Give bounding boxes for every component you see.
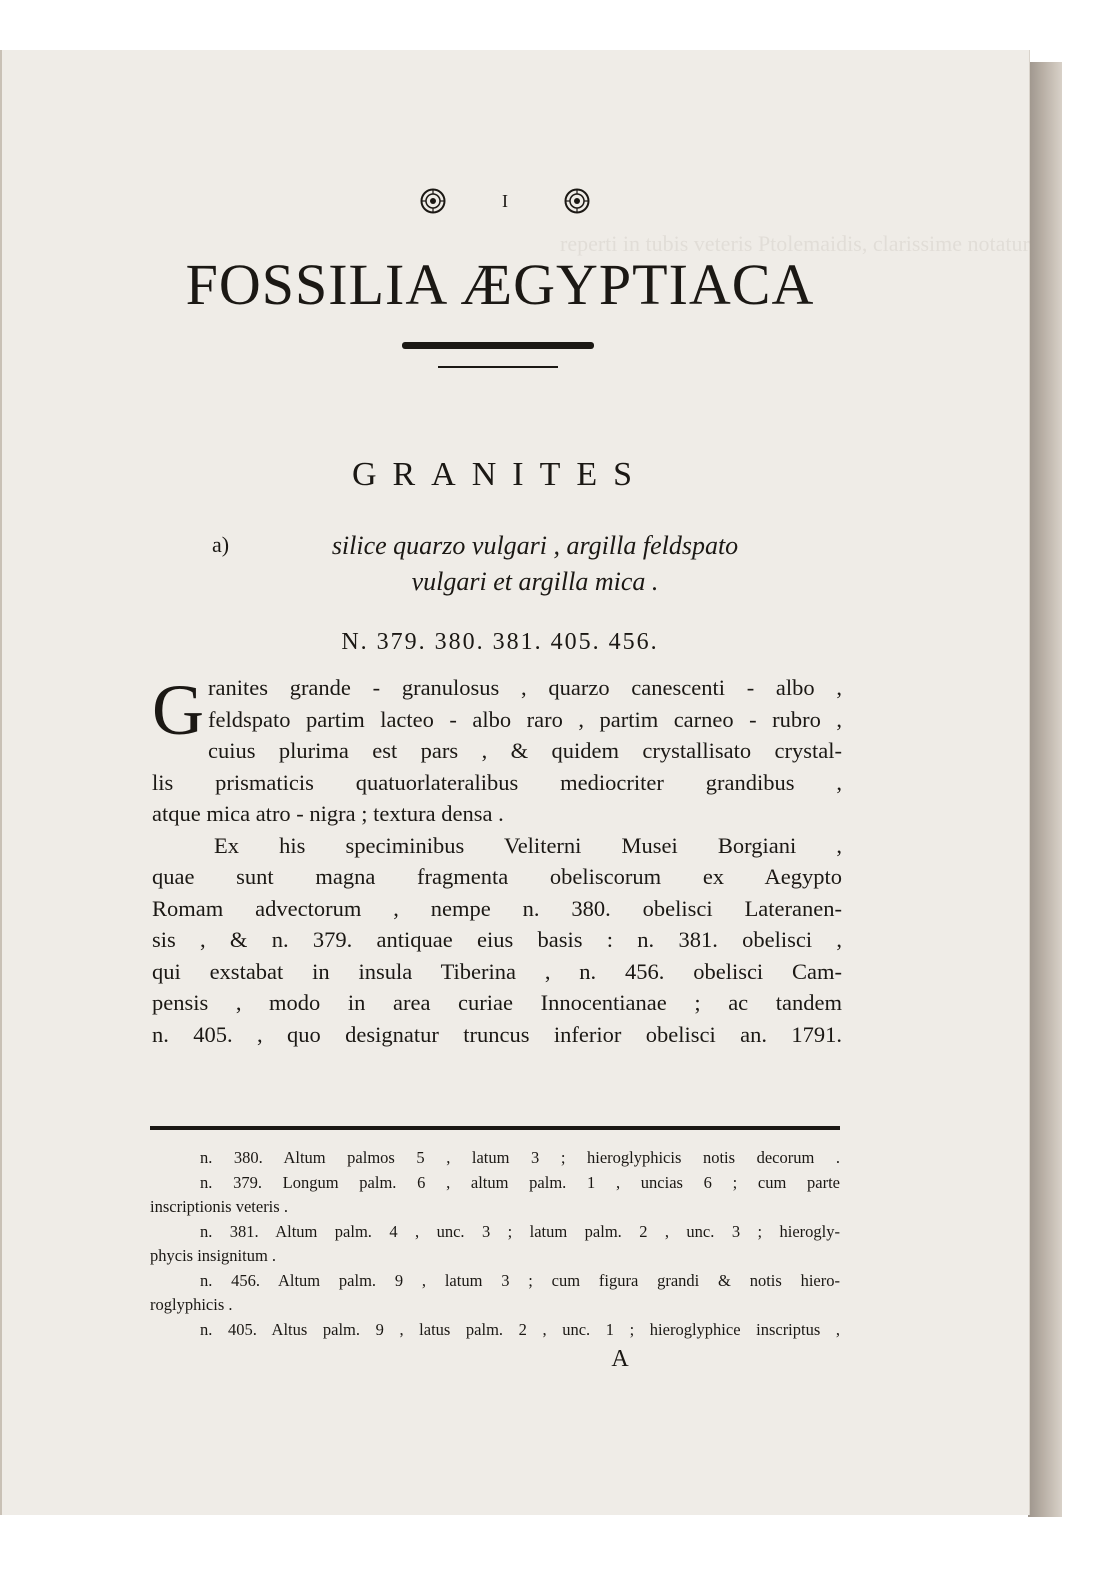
footnote-line: phycis insignitum . (150, 1246, 277, 1265)
text-line: quae sunt magna fragmenta obeliscorum ex Aegypto (152, 864, 842, 889)
page-title: FOSSILIA ÆGYPTIACA (185, 252, 815, 317)
item-label: a) (212, 532, 230, 557)
folio-ornament (420, 186, 590, 216)
item-description (250, 528, 820, 600)
title-rule-thick (402, 342, 594, 349)
text-line: atque mica atro - nigra ; textura densa . (152, 801, 504, 826)
text-line: pensis , modo in area curiae Innocentianae ; ac tandem (152, 990, 842, 1015)
item-line: vulgari et argilla mica . (411, 567, 659, 596)
footnote-line: inscriptionis veteris . (150, 1197, 288, 1216)
text-line: feldspato partim lacteo - albo raro , partim carneo - rubro , (208, 706, 842, 732)
text-line: ranites grande - granulosus , quarzo canescenti - albo , (208, 675, 842, 700)
drop-cap: G (152, 670, 204, 750)
footnote-line: n. 379. Longum palm. 6 , altum palm. 1 , uncias 6 ; cum parte (200, 1172, 840, 1192)
text-line: lis prismaticis quatuorlateralibus mediocriter grandibus , (152, 769, 842, 795)
footnote-line: n. 456. Altum palm. 9 , latum 3 ; cum figura grandi & notis hiero- (200, 1270, 840, 1290)
footnotes (150, 1146, 840, 1342)
folio-number: I (502, 190, 508, 211)
body-text (152, 672, 842, 1050)
footnote-line: n. 380. Altum palmos 5 , latum 3 ; hieroglyphicis notis decorum . (200, 1148, 840, 1167)
item-line: silice quarzo vulgari , argilla feldspato (331, 531, 739, 560)
text-line: Ex his speciminibus Veliterni Musei Borgiani , (214, 832, 842, 858)
book-page (0, 50, 1030, 1515)
title-rule-thin (438, 366, 558, 368)
text-line: Romam advectorum , nempe n. 380. obelisci Lateranen- (152, 895, 842, 921)
footnote-line: n. 405. Altus palm. 9 , latus palm. 2 , unc. 1 ; hieroglyphice inscriptus , (200, 1319, 840, 1339)
text-line: n. 405. , quo designatur truncus inferior obelisci an. 1791. (152, 1021, 842, 1047)
show-through: reperti in tubis veteris Ptolemaidis, clarissime notatur (560, 231, 1030, 256)
text-line: qui exstabat in insula Tiberina , n. 456. obelisci Cam- (152, 958, 842, 984)
specimen-numbers: N. 379. 380. 381. 405. 456. (341, 629, 659, 655)
rosette-ornament-left-icon (420, 188, 446, 214)
text-line: cuius plurima est pars , & quidem crystallisato crystal- (208, 738, 842, 763)
text-line: sis , & n. 379. antiquae eius basis : n. 381. obelisci , (152, 927, 842, 952)
footnote-rule (150, 1126, 840, 1130)
footnote-line: roglyphicis . (150, 1295, 233, 1314)
signature-mark: A (611, 1346, 629, 1372)
section-heading: GRANITES (351, 456, 649, 493)
rosette-ornament-right-icon (564, 188, 590, 214)
adjacent-page-edge (1028, 62, 1062, 1517)
footnote-line: n. 381. Altum palm. 4 , unc. 3 ; latum palm. 2 , unc. 3 ; hierogly- (200, 1221, 840, 1241)
